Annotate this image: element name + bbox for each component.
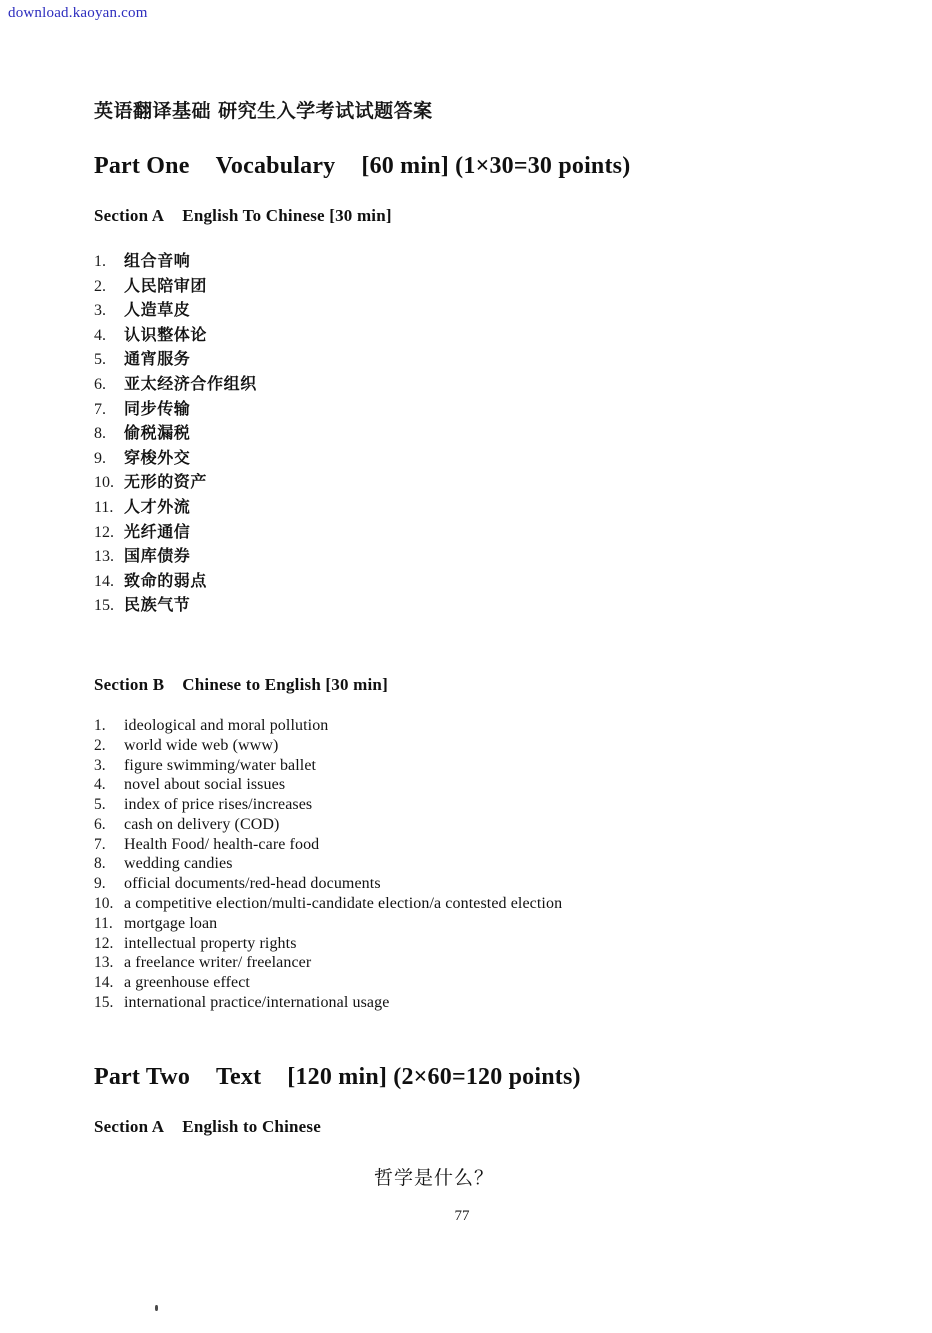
answer-item [94,273,854,298]
answer-item [94,875,854,895]
answer-item-number: 8. [94,855,106,873]
answer-item-number: 2. [94,736,106,754]
section-a-time: [30 min] [329,206,392,225]
answer-item-number: 13. [94,548,114,566]
answer-item [94,543,854,568]
answer-item-text: 同步传输 [124,398,191,418]
answer-item-text: world wide web (www) [124,736,279,754]
answer-item-number: 12. [94,934,114,952]
answer-item-text: mortgage loan [124,914,218,932]
section-b-time: [30 min] [325,674,388,694]
part-two-time: [120 min] [287,1063,388,1090]
answer-item-number: 4. [94,776,106,794]
answer-item [94,816,854,836]
answer-item [94,836,854,856]
part-two-section-a-label: Section A [94,1116,165,1136]
answer-item-text: 人才外流 [124,496,191,516]
part-one-points: (1×30=30 points) [455,153,631,179]
answer-item-text: wedding candies [124,855,233,873]
answer-item [94,994,854,1014]
section-a-label: Section A [94,206,165,225]
answer-item [94,346,854,371]
answer-item-text: 组合音响 [124,251,191,270]
answer-item-text: a freelance writer/ freelancer [124,954,312,972]
answer-item-text: cash on delivery (COD) [124,815,280,833]
answer-item [94,776,854,796]
answer-item-text: 穿梭外交 [124,447,191,467]
answer-item [94,568,854,593]
section-b-answer-list [94,717,854,1014]
part-two-label: Part Two [94,1063,191,1090]
answer-item-number: 9. [94,449,106,467]
answer-item-number: 7. [94,400,106,418]
answer-item-text: ideological and moral pollution [124,716,329,734]
page-content [94,96,854,1190]
part-one-section-b-heading [94,675,854,695]
answer-item-number: 5. [94,351,106,369]
answer-item [94,895,854,915]
answer-item-number: 8. [94,425,106,443]
answer-item-text: official documents/red-head documents [124,875,381,893]
answer-item-text: 亚太经济合作组织 [124,373,257,393]
section-a-direction: English To Chinese [182,206,325,225]
answer-item-number: 3. [94,756,106,774]
part-one-label: Part One [94,153,190,179]
answer-item-number: 14. [94,572,114,590]
site-watermark: download.kaoyan.com [8,5,148,21]
part-two-heading [94,1064,854,1091]
answer-item [94,420,854,445]
answer-item-text: 认识整体论 [124,324,208,344]
section-b-direction: Chinese to English [182,674,321,694]
answer-item [94,248,854,273]
part-two-section-a-heading [94,1117,854,1137]
passage-title: 哲学是什么？ [373,1166,494,1189]
answer-item [94,592,854,617]
part-one-heading [94,153,854,180]
answer-item [94,915,854,935]
answer-item-text: 人造草皮 [124,300,191,320]
part-one-subject: Vocabulary [215,153,336,179]
answer-item-number: 11. [94,914,113,932]
answer-item-number: 3. [94,302,106,320]
part-one-time: [60 min] [361,153,449,179]
answer-item [94,757,854,777]
section-b-label: Section B [94,674,165,694]
answer-item-text: 光纤通信 [124,521,191,541]
part-one-section-a-heading [94,206,854,226]
answer-item-text: index of price rises/increases [124,796,313,814]
answer-item [94,796,854,816]
answer-item [94,737,854,757]
answer-item [94,396,854,421]
answer-item-number: 14. [94,974,114,992]
answer-item-text: 人民陪审团 [124,275,208,295]
answer-item-text: 无形的资产 [124,472,208,492]
answer-item-number: 2. [94,277,106,295]
answer-item-text: Health Food/ health-care food [124,835,320,853]
answer-item [94,445,854,470]
answer-item [94,469,854,494]
answer-item-number: 4. [94,326,106,344]
answer-item-number: 13. [94,954,114,972]
answer-item-text: intellectual property rights [124,934,297,952]
answer-item [94,717,854,737]
answer-item-text: 通宵服务 [124,349,191,369]
answer-item-text: 国库债券 [124,546,191,566]
answer-item-text: figure swimming/water ballet [124,756,317,774]
answer-item-text: international practice/international usage [124,994,390,1012]
answer-item-number: 10. [94,474,114,492]
answer-item [94,371,854,396]
part-two-subject: Text [216,1063,262,1090]
answer-item-number: 5. [94,796,106,814]
answer-item [94,519,854,544]
answer-item [94,954,854,974]
answer-item [94,855,854,875]
document-title: 英语翻译基础 研究生入学考试试题答案 [94,100,433,122]
answer-item-number: 9. [94,875,106,893]
answer-item [94,494,854,519]
answer-item-number: 15. [94,597,114,615]
answer-item-text: 偷税漏税 [124,423,191,443]
answer-item-number: 1. [94,716,106,734]
part-two-points: (2×60=120 points) [393,1063,581,1090]
page-number: 77 [454,1208,470,1224]
answer-item-number: 10. [94,895,114,913]
answer-item-number: 11. [94,498,114,516]
answer-item-text: 致命的弱点 [124,570,208,590]
answer-item [94,935,854,955]
answer-item-number: 6. [94,815,106,833]
answer-item [94,974,854,994]
answer-item-number: 1. [94,253,106,270]
answer-item-text: a competitive election/multi-candidate election/a contested election [124,895,563,913]
answer-item-text: a greenhouse effect [124,974,250,992]
answer-item-text: 民族气节 [124,595,191,615]
answer-item-number: 15. [94,994,114,1012]
answer-item-number: 7. [94,835,106,853]
section-a-answer-list [94,248,854,617]
part-two-section-a-direction: English to Chinese [182,1116,321,1136]
answer-item-text: novel about social issues [124,776,286,794]
answer-item [94,297,854,322]
answer-item [94,322,854,347]
scan-speck-artifact [155,1305,158,1311]
answer-item-number: 6. [94,375,106,393]
answer-item-number: 12. [94,523,114,541]
